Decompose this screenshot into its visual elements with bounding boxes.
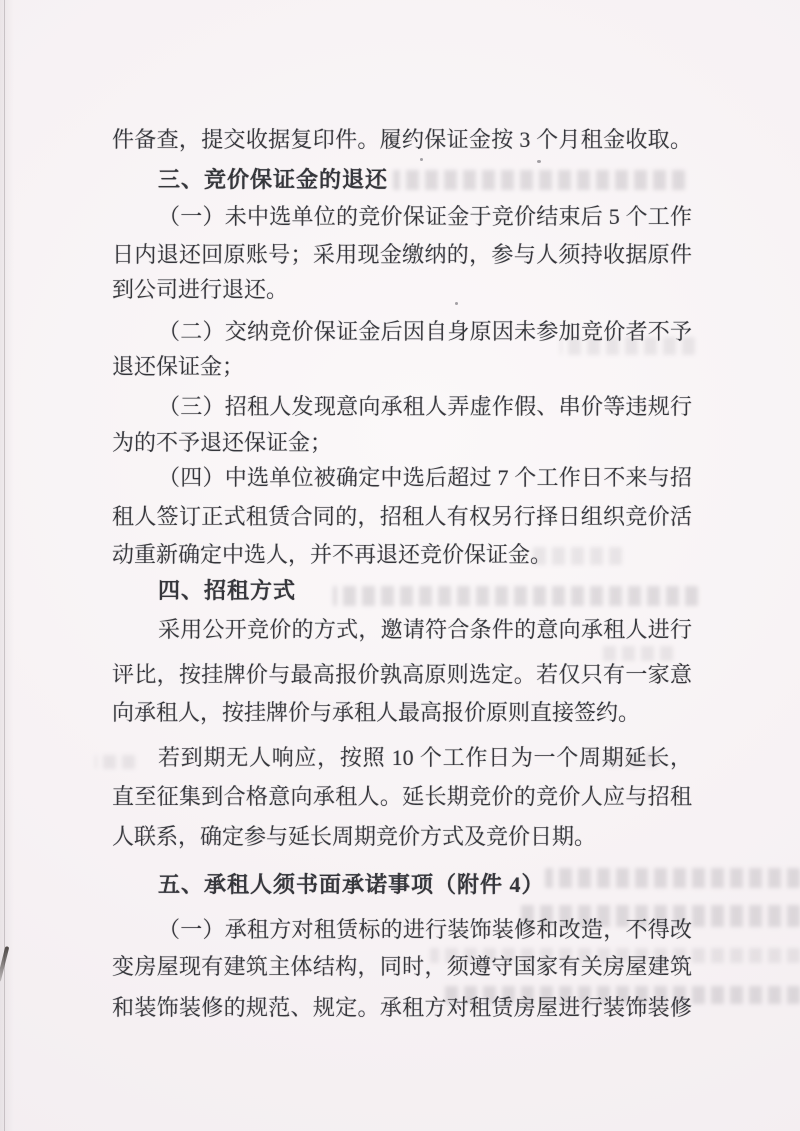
ink-speck xyxy=(537,160,541,163)
paragraph-line: 到公司进行退还。 xyxy=(112,277,289,302)
paragraph-line: 若到期无人响应，按照 10 个工作日为一个周期延长， xyxy=(158,745,692,770)
paragraph-line: 直至征集到合格意向承租人。延长期竞价的竞价人应与招租 xyxy=(112,784,692,809)
paragraph-line: 和装饰装修的规范、规定。承租方对租赁房屋进行装饰装修 xyxy=(112,995,692,1020)
heading-section-3: 三、竞价保证金的退还 xyxy=(158,167,389,192)
ink-speck xyxy=(420,158,423,161)
paragraph-line: 日内退还回原账号；采用现金缴纳的，参与人须持收据原件 xyxy=(112,242,692,267)
paragraph-line: 采用公开竞价的方式，邀请符合条件的意向承租人进行 xyxy=(158,617,692,642)
paragraph-line: 件备查，提交收据复印件。履约保证金按 3 个月租金收取。 xyxy=(112,127,692,152)
paragraph-line: （三）招租人发现意向承租人弄虚作假、串价等违规行 xyxy=(158,394,692,419)
paragraph-line: 为的不予退还保证金； xyxy=(112,430,333,455)
paragraph-line: （二）交纳竞价保证金后因自身原因未参加竞价者不予 xyxy=(158,319,692,344)
paragraph-line: 动重新确定中选人，并不再退还竞价保证金。 xyxy=(112,542,553,567)
paragraph-line: 变房屋现有建筑主体结构，同时，须遵守国家有关房屋建筑 xyxy=(112,954,692,979)
paragraph-line: （一）未中选单位的竞价保证金于竞价结束后 5 个工作 xyxy=(158,204,692,229)
paragraph-line: 评比，按挂牌价与最高报价孰高原则选定。若仅只有一家意 xyxy=(112,662,692,687)
paragraph-line: 向承租人，按挂牌价与承租人最高报价原则直接签约。 xyxy=(112,700,641,725)
paragraph-line: 退还保证金； xyxy=(112,354,245,379)
paragraph-line: 租人签订正式租赁合同的，招租人有权另行择日组织竞价活 xyxy=(112,504,692,529)
heading-section-5: 五、承租人须书面承诺事项（附件 4） xyxy=(158,872,545,897)
heading-section-4: 四、招租方式 xyxy=(158,578,297,603)
paragraph-line: （四）中选单位被确定中选后超过 7 个工作日不来与招 xyxy=(158,465,692,490)
paragraph-line: （一）承租方对租赁标的进行装饰装修和改造，不得改 xyxy=(158,917,692,942)
paragraph-line: 人联系，确定参与延长周期竞价方式及竞价日期。 xyxy=(112,824,597,849)
